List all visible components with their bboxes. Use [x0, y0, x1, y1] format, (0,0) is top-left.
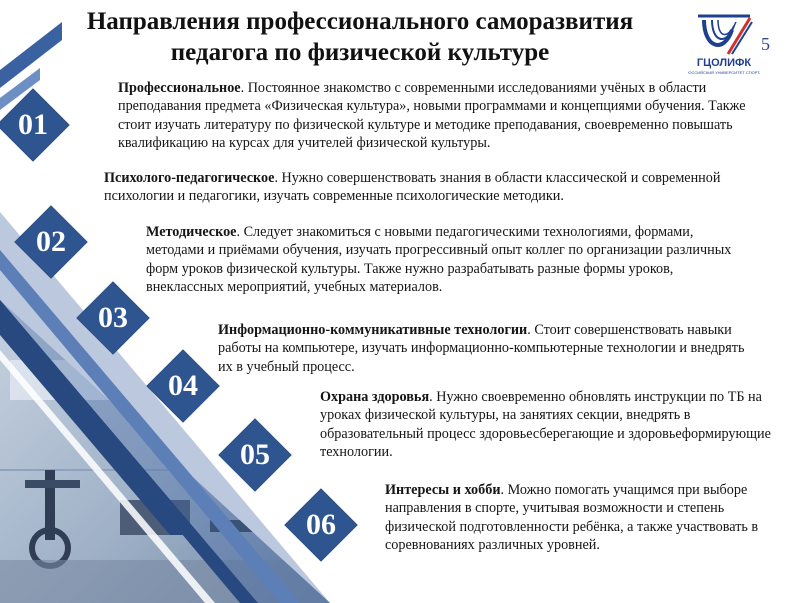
- number-06: 06: [306, 508, 336, 541]
- item-06: [385, 481, 795, 555]
- number-05: 05: [240, 438, 270, 471]
- item-04-heading: Информационно-коммуникативные технологии: [218, 322, 528, 338]
- number-01: 01: [18, 108, 48, 141]
- item-04: [218, 321, 748, 376]
- number-04: 04: [168, 369, 198, 402]
- item-05-text: . Нужно своевременно обновлять инструкции по ТБ на уроках физической культуры, на занятиях секции, внедрять в образовательный процесс здоровьесберегающие и здоровьеформирующие технологии.: [320, 389, 771, 461]
- item-03-heading: Методическое: [146, 224, 237, 240]
- logo-subtext: РОССИЙСКИЙ УНИВЕРСИТЕТ СПОРТА: [688, 70, 760, 75]
- item-01-heading: Профессиональное: [118, 80, 241, 96]
- item-05: [320, 388, 795, 462]
- item-04-text: . Стоит совершенствовать навыки работы на компьютере, изучать информационно-компьютерные технологии и внедрять их в учебный процесс.: [218, 322, 745, 375]
- page-number: 5: [761, 34, 770, 54]
- item-03-text: . Следует знакомиться с новыми педагогическими технологиями, формами, методами и приёмами обучения, изучать прогрессивный опыт коллег по организации различных форм уроков физической культуры. Также нужно разрабатывать разные формы уроков, внеклассных мероприятий, учебных материалов.: [146, 224, 732, 296]
- item-03: [146, 223, 746, 297]
- title-line-1: Направления профессионального саморазвития: [86, 8, 634, 35]
- item-06-heading: Интересы и хобби: [385, 482, 501, 498]
- item-06-text: . Можно помогать учащимся при выборе направления в спорте, учитывая возможности и степень физической подготовленности ребёнка, а также участвовать в соревнованиях различных уровней.: [385, 482, 759, 554]
- item-05-heading: Охрана здоровья: [320, 389, 430, 405]
- gtsolifk-logo-icon: [688, 8, 760, 78]
- item-02: [104, 169, 724, 206]
- title-line-2: педагога по физической культуре: [170, 39, 550, 66]
- item-02-text: . Нужно совершенствовать знания в области классической и современной психологии и педагогики, изучать современные психологические методики.: [104, 170, 721, 205]
- item-01-text: . Постоянное знакомство с современными исследованиями учёных в области преподавания предмета «Физическая культура», новыми программами и концепциями обучения. Также стоит изучать литературу по физической культуре и методике преподавания, своевременно повышать квалификацию на курсах для учителей физической культуры.: [118, 80, 746, 152]
- number-02: 02: [36, 225, 66, 258]
- logo-text: ГЦОЛИФК: [696, 57, 752, 69]
- item-01: [118, 79, 758, 153]
- item-02-heading: Психолого-педагогическое: [104, 170, 275, 186]
- number-03: 03: [98, 301, 128, 334]
- page-title: [40, 6, 680, 68]
